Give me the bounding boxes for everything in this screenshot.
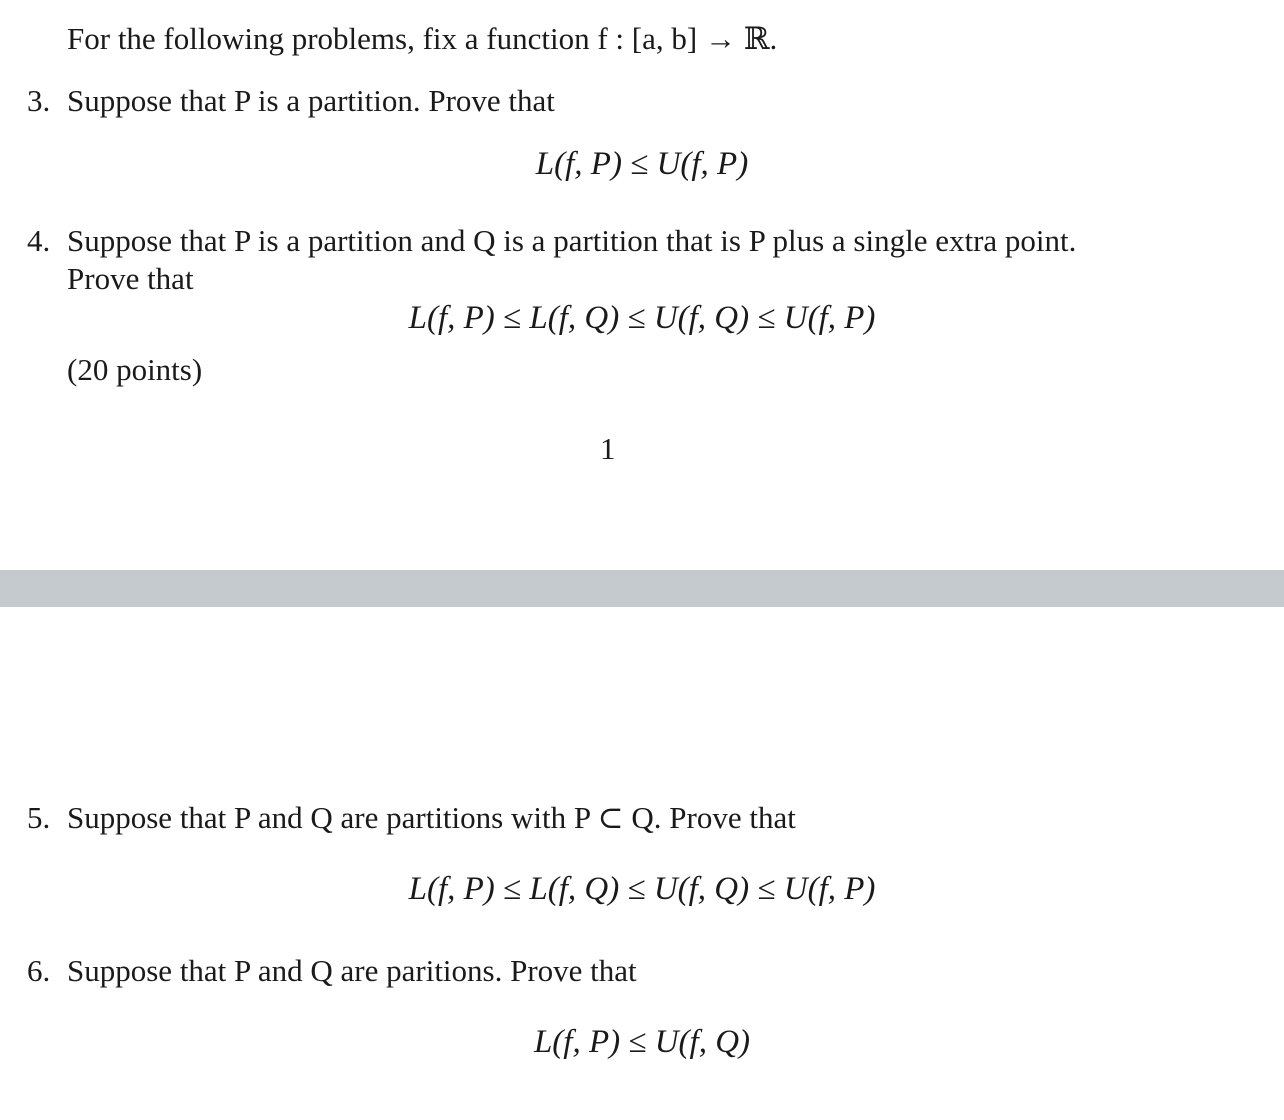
problem-6-number: 6.: [27, 953, 51, 988]
problem-4-text-line2: Prove that: [67, 261, 194, 296]
page-separator: [0, 570, 1284, 607]
problem-3-number: 3.: [27, 83, 51, 118]
problem-3-text: Suppose that P is a partition. Prove that: [67, 83, 555, 118]
problem-5-formula: L(f, P) ≤ L(f, Q) ≤ U(f, Q) ≤ U(f, P): [408, 871, 876, 907]
document-page-2: [0, 607, 1284, 1120]
problem-4-points: (20 points): [67, 352, 203, 387]
problem-4-formula: L(f, P) ≤ L(f, Q) ≤ U(f, Q) ≤ U(f, P): [408, 300, 876, 336]
problem-4-number: 4.: [27, 223, 51, 258]
problem-4-text-line1: Suppose that P is a partition and Q is a partition that is P plus a single extra point.: [67, 223, 1077, 258]
problem-5-text: Suppose that P and Q are partitions with P ⊂ Q. Prove that: [67, 800, 796, 835]
problem-6-text: Suppose that P and Q are paritions. Prove that: [67, 953, 637, 988]
problem-6-formula: L(f, P) ≤ U(f, Q): [533, 1024, 751, 1060]
problem-3-formula: L(f, P) ≤ U(f, P): [535, 146, 749, 182]
problem-5-number: 5.: [27, 800, 51, 835]
intro-text: For the following problems, fix a function f : [a, b] → ℝ.: [67, 21, 778, 56]
page-number: 1: [600, 431, 616, 466]
